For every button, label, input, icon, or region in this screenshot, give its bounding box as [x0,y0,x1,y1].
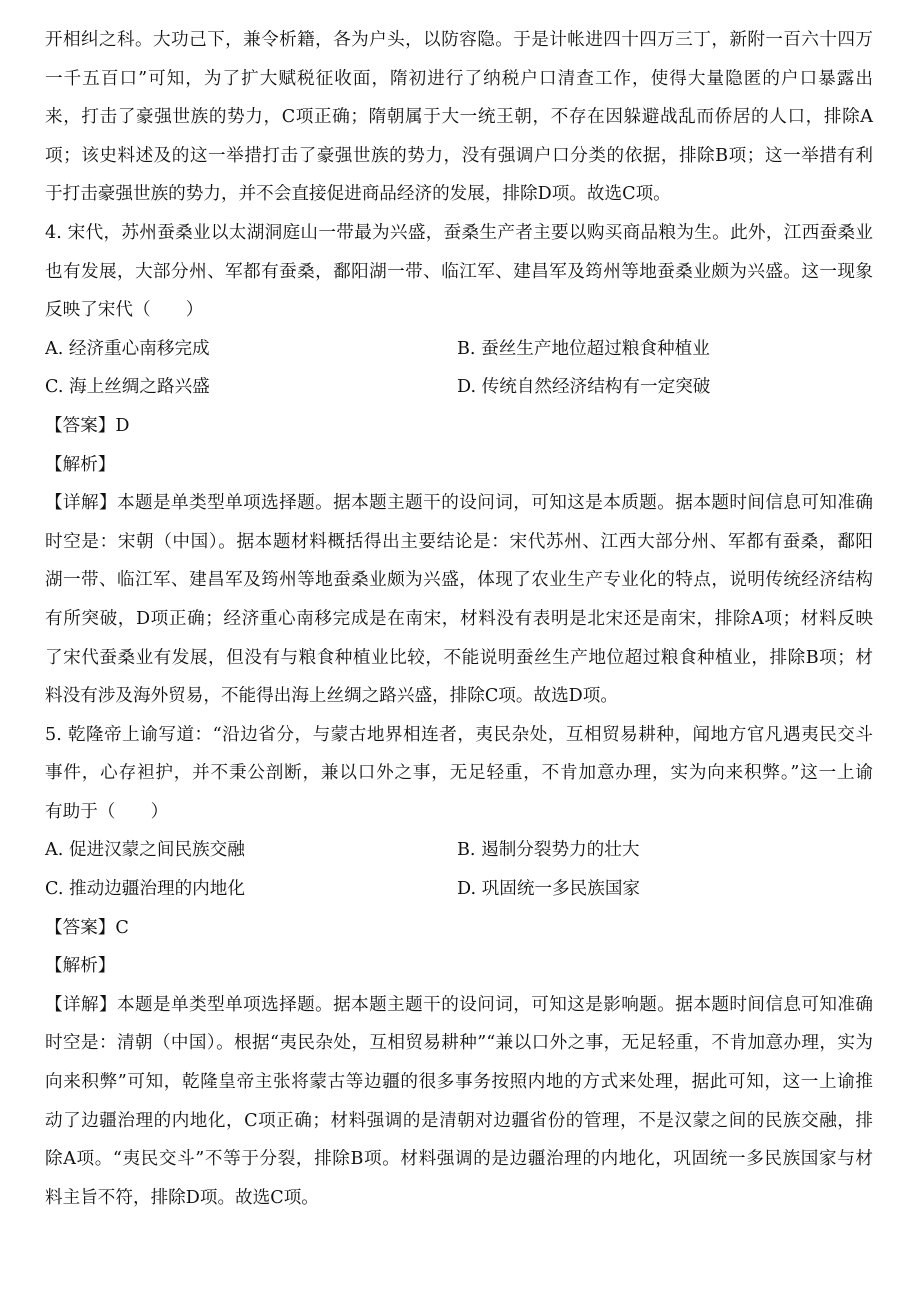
option-b: B. 蚕丝生产地位超过粮食种植业 [457,338,710,359]
option-a: A. 经济重心南移完成 [45,338,210,359]
option-c: C. 推动边疆治理的内地化 [45,879,245,900]
detail-line: 料没有涉及海外贸易，不能得出海上丝绸之路兴盛，排除C项。故选D项。 [45,686,618,707]
option-row [45,870,873,909]
question-stem-line: 事件，心存袒护，并不秉公剖断，兼以口外之事，无足轻重，不肯加意办理，实为向来积弊。”这一上谕 [45,763,873,784]
option-row [45,831,873,870]
question-stem-line: 反映了宋代（ ） [45,300,204,321]
detail-line: 动了边疆治理的内地化，C项正确；材料强调的是清朝对边疆省份的管理，不是汉蒙之间的民族交融，排 [45,1110,873,1131]
question-stem-line: 4. 宋代，苏州蚕桑业以太湖洞庭山一带最为兴盛，蚕桑生产者主要以购买商品粮为生。此外，江西蚕桑业 [45,222,873,243]
analysis-label: 【解析】 [45,956,116,977]
option-row [45,330,873,369]
option-row [45,368,873,407]
answer-label: 【答案】D [45,415,130,436]
detail-line: 时空是：清朝（中国）。根据“夷民杂处，互相贸易耕种”“兼以口外之事，无足轻重，不肯加意办理，实为 [45,1033,873,1054]
question-stem-line: 5. 乾隆帝上谕写道：“沿边省分，与蒙古地界相连者，夷民杂处，互相贸易耕种，闻地方官凡遇夷民交斗 [45,724,873,745]
option-b: B. 遏制分裂势力的壮大 [457,840,640,861]
detail-line: 除A项。“夷民交斗”不等于分裂，排除B项。材料强调的是边疆治理的内地化，巩固统一多民族国家与材 [45,1149,873,1170]
text-line: 开相纠之科。大功己下，兼令析籍，各为户头，以防容隐。于是计帐进四十四万三丁，新附一百六十四万 [45,30,873,50]
question-5 [45,716,873,1218]
option-c: C. 海上丝绸之路兴盛 [45,377,210,398]
question-4 [45,214,873,716]
answer-label: 【答案】C [45,917,129,938]
option-d: D. 传统自然经济结构有一定突破 [457,377,711,398]
text-line: 于打击豪强世族的势力，并不会直接促进商品经济的发展，排除D项。故选C项。 [45,184,671,205]
detail-line: 时空是：宋朝（中国）。据本题材料概括得出主要结论是：宋代苏州、江西大部分州、军都有蚕桑，鄱阳 [45,531,873,552]
detail-line: 向来积弊”可知，乾隆皇帝主张将蒙古等边疆的很多事务按照内地的方式来处理，据此可知，这一上谕推 [45,1072,873,1093]
previous-explanation [45,21,873,214]
detail-line: 【详解】本题是单类型单项选择题。据本题主题干的设问词，可知这是影响题。据本题时间信息可知准确 [45,994,873,1015]
analysis-label: 【解析】 [45,454,116,475]
option-a: A. 促进汉蒙之间民族交融 [45,840,245,861]
text-line: 一千五百口”可知，为了扩大赋税征收面，隋初进行了纳税户口清查工作，使得大量隐匿的户口暴露出 [45,68,873,89]
detail-line: 有所突破，D项正确；经济重心南移完成是在南宋，材料没有表明是北宋还是南宋，排除A项；材料反映 [45,608,873,629]
detail-line: 湖一带、临江军、建昌军及筠州等地蚕桑业颇为兴盛，体现了农业生产专业化的特点，说明传统经济结构 [45,570,873,591]
detail-line: 【详解】本题是单类型单项选择题。据本题主题干的设问词，可知这是本质题。据本题时间信息可知准确 [45,493,873,514]
option-d: D. 巩固统一多民族国家 [457,879,641,900]
text-line: 项；该史料述及的这一举措打击了豪强世族的势力，没有强调户口分类的依据，排除B项；这一举措有利 [45,145,873,166]
text-line: 来，打击了豪强世族的势力，C项正确；隋朝属于大一统王朝，不存在因躲避战乱而侨居的人口，排除A [45,107,873,128]
detail-line: 料主旨不符，排除D项。故选C项。 [45,1187,319,1208]
detail-line: 了宋代蚕桑业有发展，但没有与粮食种植业比较，不能说明蚕丝生产地位超过粮食种植业，排除B项；材 [45,647,873,668]
question-stem-line: 有助于（ ） [45,801,169,822]
question-stem-line: 也有发展，大部分州、军都有蚕桑，鄱阳湖一带、临江军、建昌军及筠州等地蚕桑业颇为兴盛。这一现象 [45,261,873,282]
document-page [45,21,873,1217]
